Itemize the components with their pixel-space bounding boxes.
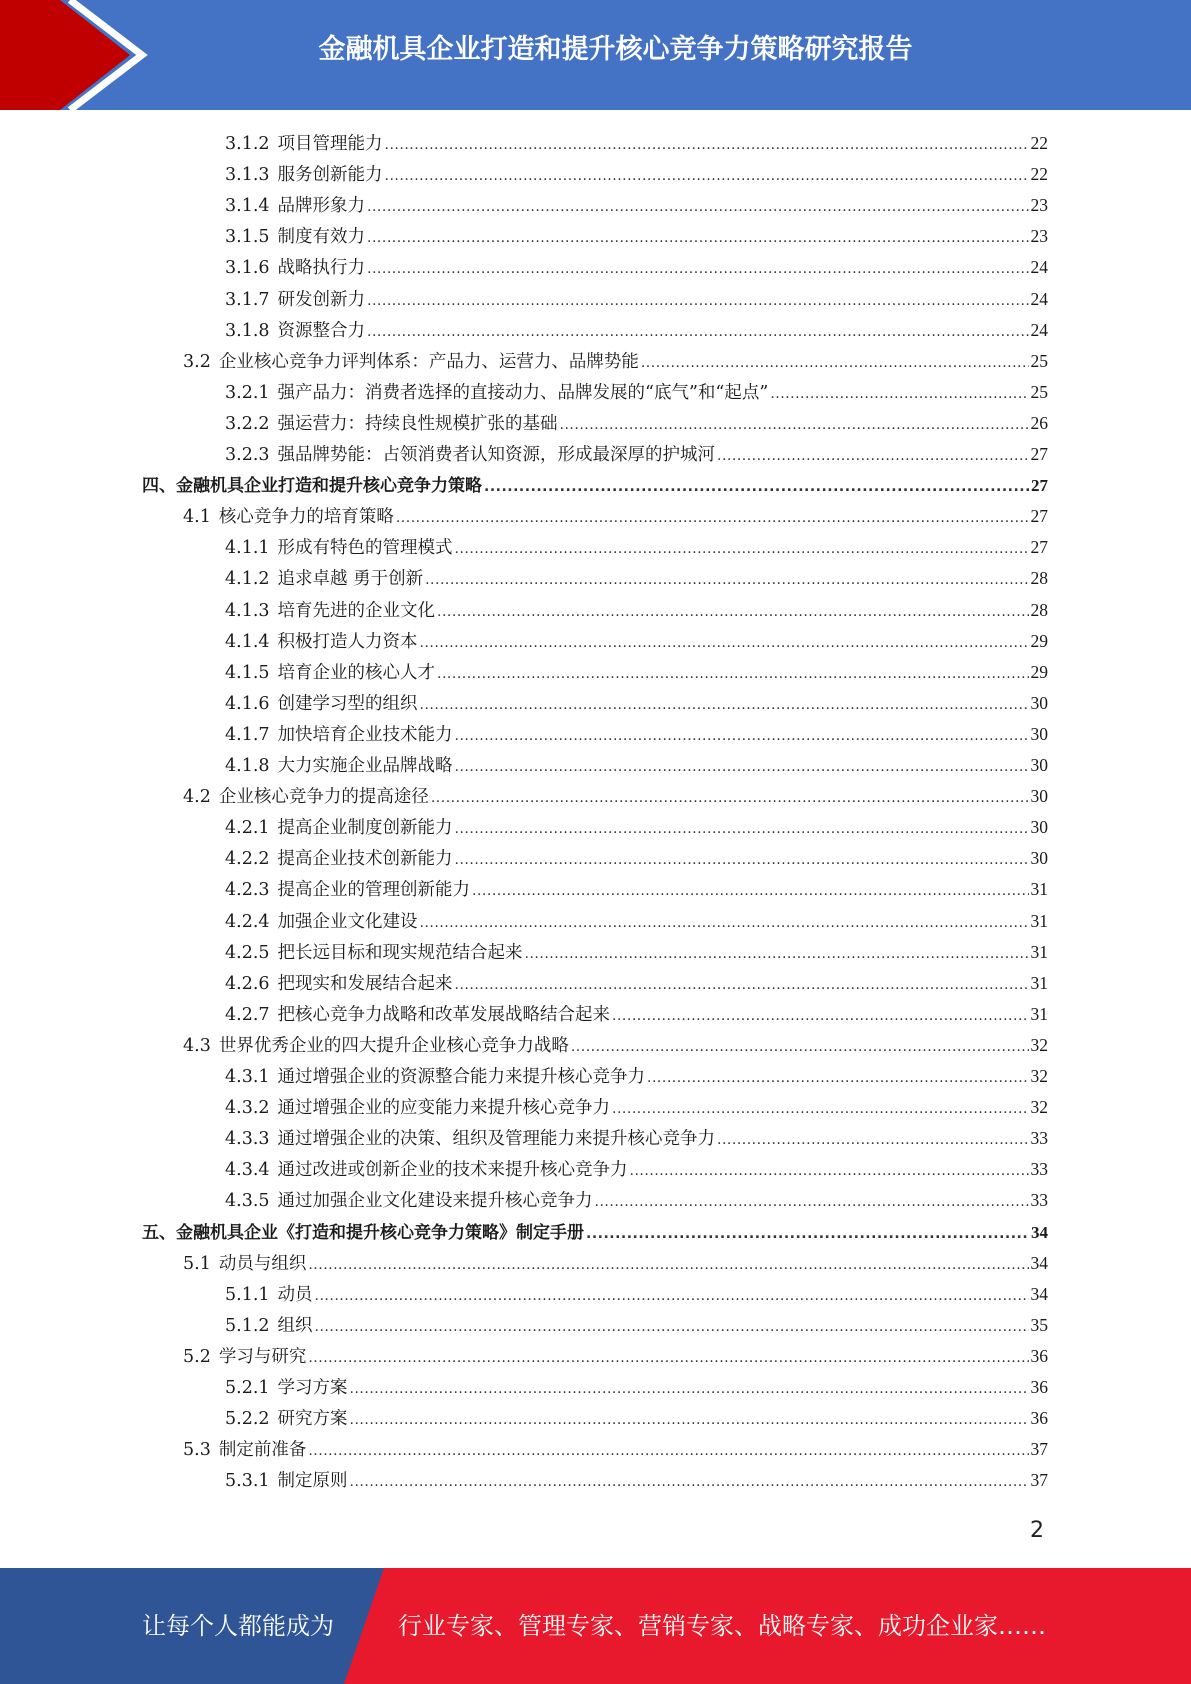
toc-entry-number: 4.1.4 bbox=[225, 631, 270, 652]
toc-entry-title: 加强企业文化建设 bbox=[277, 911, 418, 932]
toc-entry-page: 36 bbox=[1030, 1408, 1048, 1429]
toc-entry-page: 34 bbox=[1030, 1283, 1048, 1304]
toc-entry-page: 31 bbox=[1030, 879, 1048, 900]
toc-entry[interactable] bbox=[142, 1217, 1048, 1248]
toc-entry[interactable] bbox=[183, 1434, 1048, 1465]
toc-entry-number: 4.3.1 bbox=[225, 1067, 270, 1087]
toc-entry[interactable] bbox=[225, 1092, 1048, 1123]
toc-dot-leader bbox=[571, 1032, 1029, 1063]
toc-dot-leader bbox=[472, 876, 1028, 907]
toc-entry-page: 29 bbox=[1030, 630, 1048, 651]
toc-entry-title: 企业核心竞争力评判体系：产品力、运营力、品牌势能 bbox=[218, 351, 639, 372]
toc-entry-page: 33 bbox=[1030, 1128, 1048, 1149]
toc-entry-number: 4.1.2 bbox=[225, 569, 270, 590]
toc-dot-leader bbox=[367, 317, 1028, 348]
toc-entry-title: 培育企业的核心人才 bbox=[277, 662, 436, 683]
toc-entry-number: 5.3.1 bbox=[225, 1471, 270, 1492]
toc-entry-number: 5.1.1 bbox=[225, 1284, 270, 1305]
toc-entry-title: 学习方案 bbox=[277, 1378, 348, 1398]
toc-entry[interactable] bbox=[225, 657, 1048, 688]
toc-entry-title: 强产品力：消费者选择的直接动力、品牌发展的“底气”和“起点” bbox=[277, 382, 769, 403]
toc-entry-page: 30 bbox=[1030, 817, 1048, 838]
toc-entry-title: 项目管理能力 bbox=[277, 134, 383, 154]
toc-entry-number: 4.2.7 bbox=[225, 1004, 270, 1025]
toc-entry[interactable] bbox=[225, 408, 1048, 439]
toc-entry-number: 5.1.2 bbox=[225, 1315, 270, 1336]
toc-entry-number: 3.2.1 bbox=[225, 382, 270, 403]
page-header bbox=[0, 0, 1191, 110]
toc-dot-leader bbox=[586, 1219, 1029, 1250]
toc-entry[interactable] bbox=[225, 1185, 1048, 1216]
toc-entry-title: 动员与组织 bbox=[218, 1253, 307, 1274]
toc-entry[interactable] bbox=[225, 719, 1048, 750]
toc-dot-leader bbox=[425, 565, 1028, 596]
toc-entry-title: 把现实和发展结合起来 bbox=[277, 973, 453, 994]
toc-dot-leader bbox=[455, 845, 1029, 876]
toc-entry-page: 34 bbox=[1031, 1222, 1048, 1242]
toc-entry-number: 4.3.5 bbox=[225, 1191, 270, 1212]
toc-entry-number: 5.2 bbox=[183, 1346, 211, 1367]
toc-dot-leader bbox=[437, 659, 1028, 690]
toc-dot-leader bbox=[455, 970, 1029, 1001]
toc-entry[interactable] bbox=[225, 128, 1048, 159]
toc-entry-number: 4.2 bbox=[183, 787, 211, 808]
toc-entry[interactable] bbox=[225, 595, 1048, 626]
toc-entry[interactable] bbox=[225, 190, 1048, 221]
toc-dot-leader bbox=[641, 348, 1029, 379]
toc-dot-leader bbox=[308, 1436, 1028, 1467]
toc-entry-number: 3.1.7 bbox=[225, 289, 270, 310]
toc-entry-title: 研究方案 bbox=[277, 1409, 348, 1430]
toc-dot-leader bbox=[455, 752, 1029, 783]
toc-entry-title: 资源整合力 bbox=[277, 320, 366, 341]
toc-entry-number: 4.1.5 bbox=[225, 662, 270, 683]
toc-dot-leader bbox=[717, 1125, 1028, 1156]
toc-entry-title: 加快培育企业技术能力 bbox=[277, 724, 453, 745]
toc-dot-leader bbox=[560, 410, 1029, 441]
toc-entry[interactable] bbox=[225, 315, 1048, 346]
toc-entry-page: 28 bbox=[1030, 599, 1048, 620]
toc-entry[interactable] bbox=[225, 1061, 1048, 1092]
toc-entry-title: 通过改进或创新企业的技术来提升核心竞争力 bbox=[277, 1160, 628, 1181]
toc-dot-leader bbox=[315, 1312, 1029, 1343]
toc-entry-title: 四、金融机具企业打造和提升核心竞争力策略 bbox=[142, 476, 482, 497]
toc-dot-leader bbox=[420, 690, 1029, 721]
toc-entry-number: 4.2.5 bbox=[225, 942, 270, 963]
toc-entry-title: 形成有特色的管理模式 bbox=[277, 538, 453, 559]
toc-entry-page: 30 bbox=[1030, 755, 1048, 775]
toc-entry[interactable] bbox=[142, 470, 1048, 501]
toc-entry[interactable] bbox=[183, 781, 1048, 812]
toc-dot-leader bbox=[367, 254, 1028, 285]
toc-dot-leader bbox=[595, 1187, 1029, 1218]
page-footer bbox=[0, 1568, 1191, 1684]
toc-entry[interactable] bbox=[225, 906, 1048, 937]
toc-dot-leader bbox=[367, 192, 1028, 223]
toc-entry-title: 通过增强企业的资源整合能力来提升核心竞争力 bbox=[277, 1067, 646, 1087]
toc-entry-page: 27 bbox=[1030, 537, 1048, 558]
toc-dot-leader bbox=[385, 130, 1029, 161]
toc-entry-number: 5.3 bbox=[183, 1440, 211, 1461]
toc-dot-leader bbox=[770, 379, 1028, 410]
toc-dot-leader bbox=[717, 441, 1028, 472]
toc-entry-page: 37 bbox=[1030, 1439, 1048, 1460]
toc-entry-title: 学习与研究 bbox=[218, 1346, 307, 1367]
toc-entry-number: 3.1.5 bbox=[225, 227, 270, 248]
toc-entry-title: 通过加强企业文化建设来提升核心竞争力 bbox=[277, 1191, 593, 1212]
toc-dot-leader bbox=[350, 1467, 1029, 1498]
page-number: 2 bbox=[1030, 1518, 1044, 1543]
toc-entry-page: 22 bbox=[1030, 164, 1048, 185]
toc-dot-leader bbox=[612, 1001, 1028, 1032]
toc-entry[interactable] bbox=[225, 874, 1048, 905]
toc-entry-page: 33 bbox=[1030, 1190, 1048, 1211]
toc-entry-number: 4.3.4 bbox=[225, 1160, 270, 1181]
toc-entry[interactable] bbox=[225, 1372, 1048, 1403]
footer-slogan-left: 让每个人都能成为 bbox=[142, 1612, 334, 1640]
toc-entry[interactable] bbox=[225, 532, 1048, 563]
toc-entry-title: 培育先进的企业文化 bbox=[277, 600, 436, 621]
toc-entry-number: 3.2 bbox=[183, 351, 211, 372]
toc-entry-title: 创建学习型的组织 bbox=[277, 693, 418, 714]
toc-entry[interactable] bbox=[225, 626, 1048, 657]
toc-entry-page: 28 bbox=[1030, 568, 1048, 589]
toc-entry[interactable] bbox=[183, 1341, 1048, 1372]
toc-entry-number: 4.1.7 bbox=[225, 724, 270, 745]
toc-entry[interactable] bbox=[225, 377, 1048, 408]
toc-entry-page: 25 bbox=[1030, 350, 1048, 371]
toc-dot-leader bbox=[420, 908, 1029, 939]
toc-entry-page: 23 bbox=[1030, 226, 1048, 247]
toc-entry-page: 27 bbox=[1031, 476, 1048, 496]
toc-entry-title: 制度有效力 bbox=[277, 227, 366, 248]
toc-entry-page: 26 bbox=[1030, 412, 1048, 433]
toc-entry[interactable] bbox=[225, 1403, 1048, 1434]
toc-entry-number: 3.1.8 bbox=[225, 320, 270, 341]
toc-entry[interactable] bbox=[225, 1123, 1048, 1154]
toc-entry-number: 4.1.6 bbox=[225, 693, 270, 714]
toc-dot-leader bbox=[431, 783, 1029, 814]
toc-entry-number: 4.2.6 bbox=[225, 973, 270, 994]
toc-entry-number: 4.1.3 bbox=[225, 600, 270, 621]
toc-entry-title: 品牌形象力 bbox=[277, 196, 366, 217]
toc-entry-page: 25 bbox=[1030, 381, 1048, 402]
toc-entry[interactable] bbox=[183, 1030, 1048, 1061]
toc-entry-number: 5.1 bbox=[183, 1253, 211, 1274]
toc-entry-page: 31 bbox=[1030, 941, 1048, 962]
toc-entry-title: 追求卓越 勇于创新 bbox=[277, 569, 424, 590]
toc-dot-leader bbox=[455, 721, 1029, 752]
toc-entry-page: 30 bbox=[1030, 692, 1048, 713]
toc-entry-number: 3.1.3 bbox=[225, 165, 270, 186]
toc-entry-title: 组织 bbox=[277, 1315, 313, 1336]
toc-dot-leader bbox=[420, 628, 1029, 659]
toc-entry[interactable] bbox=[225, 843, 1048, 874]
toc-dot-leader bbox=[385, 161, 1029, 192]
toc-dot-leader bbox=[308, 1250, 1028, 1281]
toc-entry-number: 3.1.6 bbox=[225, 258, 270, 279]
toc-entry[interactable] bbox=[225, 284, 1048, 315]
toc-dot-leader bbox=[612, 1094, 1028, 1125]
toc-entry-page: 30 bbox=[1030, 786, 1048, 807]
toc-entry[interactable] bbox=[225, 563, 1048, 594]
toc-entry-number: 4.2.2 bbox=[225, 849, 270, 870]
toc-entry[interactable] bbox=[225, 968, 1048, 999]
toc-entry[interactable] bbox=[183, 501, 1048, 532]
toc-entry-number: 4.3 bbox=[183, 1035, 211, 1056]
toc-entry-number: 4.3.2 bbox=[225, 1098, 270, 1119]
toc-entry-page: 24 bbox=[1030, 288, 1048, 309]
toc-dot-leader bbox=[308, 1343, 1028, 1374]
toc-entry-title: 五、金融机具企业《打造和提升核心竞争力策略》制定手册 bbox=[142, 1222, 584, 1243]
toc-entry-page: 32 bbox=[1030, 1066, 1048, 1086]
toc-entry-number: 4.1.1 bbox=[225, 538, 270, 559]
toc-entry-page: 36 bbox=[1030, 1377, 1048, 1397]
toc-dot-leader bbox=[525, 939, 1029, 970]
toc-entry-page: 34 bbox=[1030, 1252, 1048, 1273]
toc-entry-page: 22 bbox=[1030, 133, 1048, 153]
toc-entry[interactable] bbox=[225, 252, 1048, 283]
toc-entry[interactable] bbox=[225, 937, 1048, 968]
toc-dot-leader bbox=[647, 1063, 1028, 1094]
toc-entry[interactable] bbox=[225, 999, 1048, 1030]
toc-entry[interactable] bbox=[225, 812, 1048, 843]
toc-entry-number: 3.1.4 bbox=[225, 196, 270, 217]
toc-entry-title: 把核心竞争力战略和改革发展战略结合起来 bbox=[277, 1004, 611, 1025]
toc-entry-page: 23 bbox=[1030, 195, 1048, 216]
toc-entry-number: 4.2.3 bbox=[225, 880, 270, 901]
toc-entry-page: 31 bbox=[1030, 972, 1048, 993]
toc-entry[interactable] bbox=[225, 688, 1048, 719]
toc-entry[interactable] bbox=[183, 1248, 1048, 1279]
toc-entry-number: 3.2.3 bbox=[225, 445, 270, 465]
toc-entry-page: 31 bbox=[1030, 910, 1048, 931]
toc-entry-number: 5.2.1 bbox=[225, 1378, 270, 1398]
toc-entry-title: 制定原则 bbox=[277, 1471, 348, 1492]
toc-dot-leader bbox=[455, 534, 1029, 565]
toc-dot-leader bbox=[350, 1405, 1029, 1436]
toc-dot-leader bbox=[367, 223, 1028, 254]
toc-entry-number: 3.2.2 bbox=[225, 413, 270, 434]
toc-entry-number: 5.2.2 bbox=[225, 1409, 270, 1430]
toc-entry-title: 提高企业的管理创新能力 bbox=[277, 880, 471, 901]
toc-entry[interactable] bbox=[225, 1310, 1048, 1341]
toc-entry-number: 4.3.3 bbox=[225, 1129, 270, 1150]
toc-entry-page: 31 bbox=[1030, 1003, 1048, 1024]
document-title: 金融机具企业打造和提升核心竞争力策略研究报告 bbox=[318, 34, 913, 65]
toc-entry-title: 研发创新力 bbox=[277, 289, 366, 310]
toc-entry-page: 32 bbox=[1030, 1034, 1048, 1055]
toc-entry-title: 动员 bbox=[277, 1284, 313, 1305]
toc-entry[interactable] bbox=[225, 1465, 1048, 1496]
toc-entry-title: 战略执行力 bbox=[277, 258, 366, 279]
toc-entry[interactable] bbox=[225, 439, 1048, 470]
toc-entry-title: 强运营力：持续良性规模扩张的基础 bbox=[277, 413, 558, 434]
toc-entry-number: 4.1 bbox=[183, 507, 211, 528]
toc-dot-leader bbox=[367, 286, 1028, 317]
toc-entry-page: 36 bbox=[1030, 1345, 1048, 1366]
toc-entry-page: 30 bbox=[1030, 848, 1048, 869]
toc-entry-title: 通过增强企业的决策、组织及管理能力来提升核心竞争力 bbox=[277, 1129, 716, 1150]
toc-entry-page: 29 bbox=[1030, 661, 1048, 682]
toc-entry[interactable] bbox=[225, 221, 1048, 252]
toc-entry[interactable] bbox=[183, 346, 1048, 377]
toc-dot-leader bbox=[396, 503, 1029, 534]
toc-entry-page: 32 bbox=[1030, 1097, 1048, 1118]
toc-entry-title: 世界优秀企业的四大提升企业核心竞争力战略 bbox=[218, 1035, 569, 1056]
toc-dot-leader bbox=[455, 814, 1029, 845]
toc-entry-number: 4.2.4 bbox=[225, 911, 270, 932]
toc-entry-title: 积极打造人力资本 bbox=[277, 631, 418, 652]
toc-entry-title: 提高企业技术创新能力 bbox=[277, 849, 453, 870]
toc-entry-title: 把长远目标和现实规范结合起来 bbox=[277, 942, 523, 963]
toc-entry-page: 35 bbox=[1030, 1314, 1048, 1335]
toc-entry[interactable] bbox=[225, 1279, 1048, 1310]
toc-dot-leader bbox=[437, 597, 1028, 628]
toc-entry-page: 30 bbox=[1030, 723, 1048, 744]
footer-slogan-right: 行业专家、管理专家、营销专家、战略专家、成功企业家…… bbox=[398, 1612, 1046, 1640]
toc-entry-number: 4.1.8 bbox=[225, 756, 270, 776]
toc-entry-page: 27 bbox=[1030, 444, 1048, 464]
toc-entry[interactable] bbox=[225, 159, 1048, 190]
toc-entry-title: 制定前准备 bbox=[218, 1440, 307, 1461]
toc-dot-leader bbox=[350, 1374, 1029, 1405]
toc-entry-title: 提高企业制度创新能力 bbox=[277, 818, 453, 839]
toc-entry[interactable] bbox=[225, 1154, 1048, 1185]
toc-entry-page: 24 bbox=[1030, 257, 1048, 278]
toc-entry-title: 强品牌势能：占领消费者认知资源，形成最深厚的护城河 bbox=[277, 445, 716, 465]
toc-entry-page: 33 bbox=[1030, 1159, 1048, 1180]
toc-dot-leader bbox=[315, 1281, 1029, 1312]
toc-entry-title: 服务创新能力 bbox=[277, 165, 383, 186]
toc-entry[interactable] bbox=[225, 750, 1048, 781]
toc-entry-number: 3.1.2 bbox=[225, 134, 270, 154]
toc-entry-title: 大力实施企业品牌战略 bbox=[277, 756, 453, 776]
toc-entry-title: 通过增强企业的应变能力来提升核心竞争力 bbox=[277, 1098, 611, 1119]
toc-entry-number: 4.2.1 bbox=[225, 818, 270, 839]
toc-entry-title: 核心竞争力的培育策略 bbox=[218, 507, 394, 528]
toc-dot-leader bbox=[630, 1156, 1029, 1187]
toc-dot-leader bbox=[484, 472, 1029, 503]
toc-entry-title: 企业核心竞争力的提高途径 bbox=[218, 787, 429, 808]
toc-entry-page: 24 bbox=[1030, 319, 1048, 340]
toc-entry-page: 27 bbox=[1030, 506, 1048, 527]
toc-entry-page: 37 bbox=[1030, 1470, 1048, 1491]
